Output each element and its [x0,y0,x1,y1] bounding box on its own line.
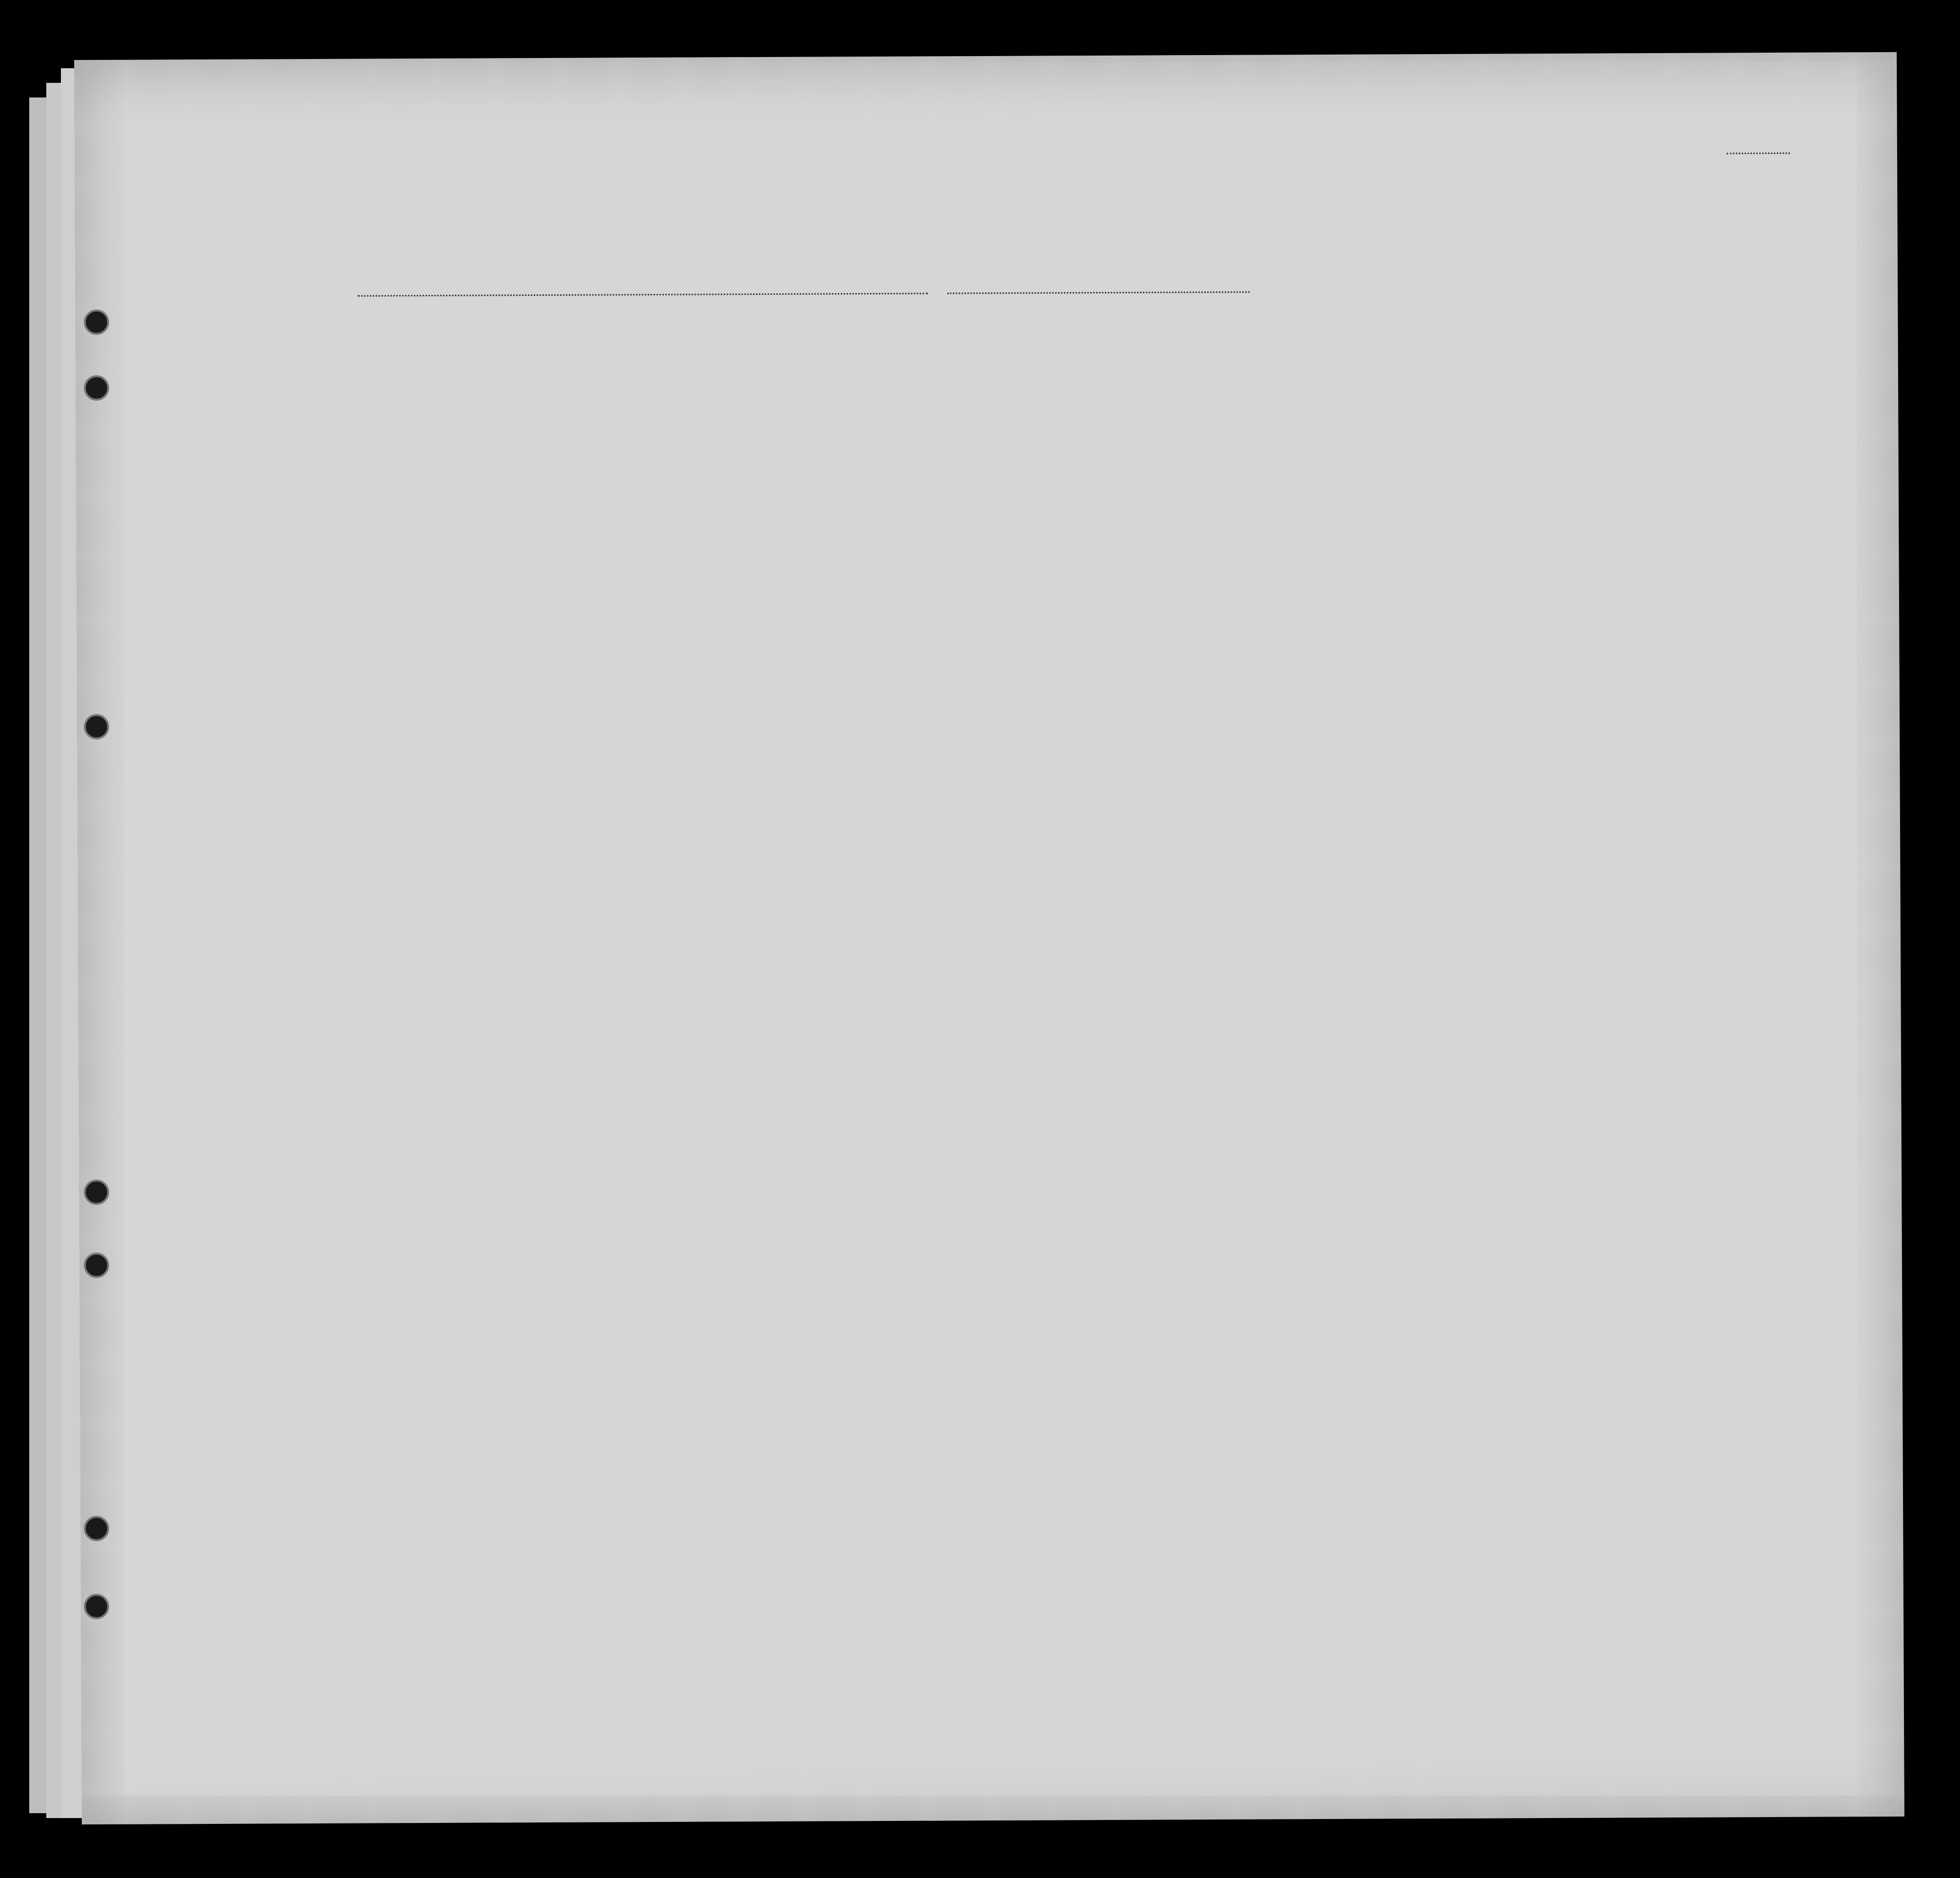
date-line [947,291,1249,294]
manifest-grid [143,313,1904,1798]
header-instructions [124,216,1708,223]
manifest-sheet [74,52,1904,1824]
binder-hole [84,1516,109,1541]
list-line [1727,153,1790,155]
binder-hole [84,375,109,401]
binder-hole [84,714,109,739]
binder-hole [84,1253,109,1278]
port-line [358,293,928,297]
instructions-line [124,216,1708,223]
first-cabin-line [124,216,1708,223]
binder-hole [84,1594,109,1619]
binder-hole [84,1180,109,1205]
binder-hole [84,310,109,335]
